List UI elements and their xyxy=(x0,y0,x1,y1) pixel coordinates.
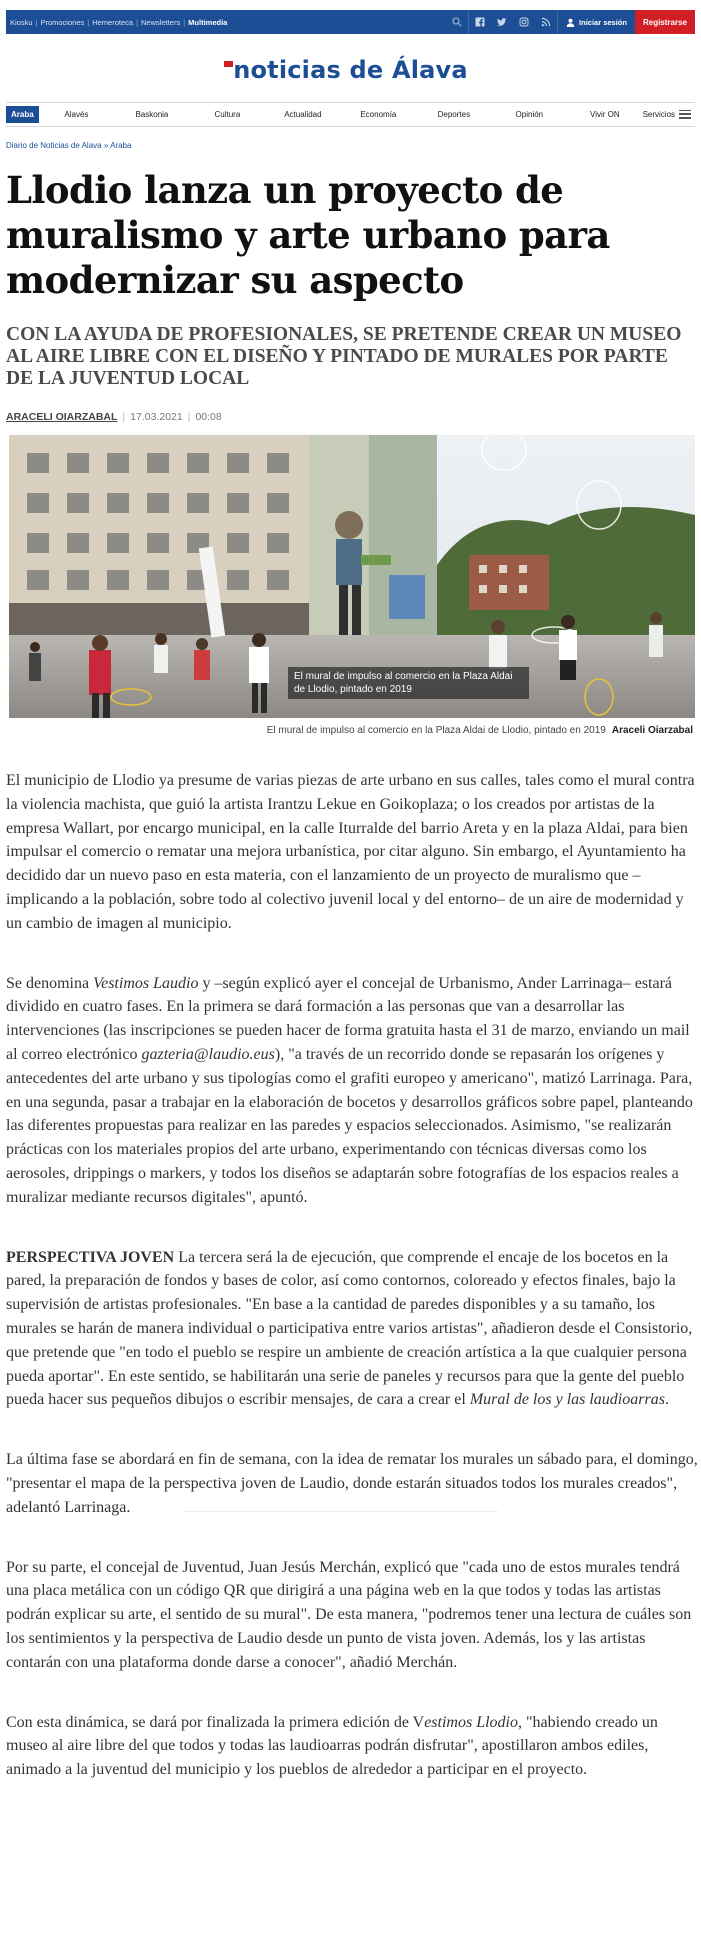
article-paragraph: La última fase se abordará en fin de semana, con la idea de rematar los murales un sábado para, el domingo, "presentar el mapa de la perspectiva joven de Laudio, donde estarán situados todos los murales creados", adelantó Larrinaga. xyxy=(6,1451,698,1516)
separator: | xyxy=(183,17,186,27)
section-lead: PERSPECTIVA JOVEN xyxy=(6,1248,175,1266)
divider xyxy=(183,1511,498,1512)
photo-overlay-caption: El mural de impulso al comercio en la Plaza Aldai de Llodio, pintado en 2019 xyxy=(288,667,529,699)
article-date: 17.03.2021 xyxy=(130,411,183,423)
nav-item-actualidad[interactable]: Actualidad xyxy=(284,109,322,119)
nav-divider xyxy=(6,126,695,127)
author-link[interactable]: ARACELI OIARZABAL xyxy=(6,411,118,423)
breadcrumb-separator: » xyxy=(103,141,109,150)
project-name: Vestimos Laudio xyxy=(93,974,199,992)
nav-services-button[interactable] xyxy=(643,110,695,119)
photo-credit: Araceli Oiarzabal xyxy=(611,725,693,736)
article-paragraph: Se denomina Vestimos Laudio y –según explicó ayer el concejal de Urbanismo, Ander Larrinaga– estará dividido en cuatro fases. En la primera se dará formación a las personas que van a desarrollar las intervenciones (las inscripciones se pueden hacer de forma gratuita hasta el 31 de marzo, enviando un mail al correo electrónico gazteria@laudio.eus), "a través de un recorrido donde se repasarán los orígenes y antecedentes del arte urbano y sus tipologías como el grafiti europeo y americano", matizó Larrinaga. Para, en una segunda, pasar a trabajar en la elaboración de bocetos y desarrollos gráficos sobre papel, planteando las diferentes propuestas para realizar en las paredes y espacios seleccionados. Asimismo, "se realizarán prácticas con los materiales propios del arte urbano, experimentando con técnicas diversas como los aerosoles, drippings o markers, y todos los diseños se adaptarán sobre fotografías de los espacios reales a muralizar mediante recursos digitales", apuntó. xyxy=(6,974,693,1206)
nav-item-alaves[interactable]: Alavés xyxy=(64,109,89,119)
nav-divider xyxy=(6,102,695,103)
breadcrumb xyxy=(6,141,131,150)
breadcrumb-home[interactable]: Diario de Noticias de Alava xyxy=(6,141,102,150)
search-icon[interactable] xyxy=(446,10,468,34)
login-button[interactable] xyxy=(558,10,635,34)
nav-services-label: Servicios xyxy=(642,109,676,119)
register-button[interactable]: Registrarse xyxy=(635,10,695,34)
separator: | xyxy=(136,17,139,27)
separator: | xyxy=(35,17,38,27)
top-icons xyxy=(446,10,695,34)
logo-accent xyxy=(224,61,233,67)
top-link-newsletters[interactable]: Newsletters xyxy=(141,17,181,27)
top-link-multimedia[interactable]: Multimedia xyxy=(188,17,228,27)
email-address: gazteria@laudio.eus xyxy=(141,1045,275,1063)
logo-text: noticias de Álava xyxy=(233,56,468,84)
nav-item-economia[interactable]: Economía xyxy=(360,109,397,119)
article-body xyxy=(6,769,698,1818)
twitter-icon[interactable] xyxy=(491,10,513,34)
nav-item-opinion[interactable]: Opinión xyxy=(515,109,544,119)
nav-item-cultura[interactable]: Cultura xyxy=(214,109,241,119)
top-link-promociones[interactable]: Promociones xyxy=(40,17,85,27)
breadcrumb-section[interactable]: Araba xyxy=(110,141,132,150)
photo-caption xyxy=(267,725,693,736)
top-link-hemeroteca[interactable]: Hemeroteca xyxy=(92,17,134,27)
site-logo[interactable] xyxy=(0,56,701,84)
separator: | xyxy=(122,411,126,423)
nav-item-baskonia[interactable]: Baskonia xyxy=(135,109,169,119)
instagram-icon[interactable] xyxy=(513,10,535,34)
nav-item-deportes[interactable]: Deportes xyxy=(437,109,471,119)
user-icon xyxy=(566,18,575,27)
separator: | xyxy=(87,17,90,27)
top-bar xyxy=(6,10,695,34)
top-links xyxy=(6,18,446,27)
article-title: Llodio lanza un proyecto de muralismo y arte urbano para modernizar su aspecto xyxy=(6,168,610,302)
facebook-icon[interactable] xyxy=(469,10,491,34)
top-link-kiosku[interactable]: Kiosku xyxy=(10,17,33,27)
article-paragraph: Por su parte, el concejal de Juventud, Juan Jesús Merchán, explicó que "cada uno de estos murales tendrá una placa metálica con un código QR que dirigirá a una página web en la que todos y todas las artistas podrán explicar su arte, el sentido de su mural". De esta manera, "podremos tener una lectura de cuáles son los sentimientos y la perspectiva de Laudio desde un punto de vista joven. Además, los y las artistas contarán con una plataforma donde darse a conocer", añadió Merchán. xyxy=(6,1558,692,1671)
article-photo[interactable] xyxy=(9,435,695,718)
photo-caption-text: El mural de impulso al comercio en la Plaza Aldai de Llodio, pintado en 2019 xyxy=(266,725,606,736)
mural-name: Mural de los y las laudioarras xyxy=(469,1391,665,1409)
separator: | xyxy=(187,411,191,423)
article-paragraph: Con esta dinámica, se dará por finalizada la primera edición de Vestimos Llodio, "habiendo creado un museo al aire libre del que todos y todas las laudioarras podrán disfrutar", apostillaron ambos ediles, animado a la juventud del municipio y los pueblos de alrededor a participar en el proyecto. xyxy=(6,1713,658,1779)
article-time: 00:08 xyxy=(195,411,222,423)
article-paragraph: El municipio de Llodio ya presume de varias piezas de arte urbano en sus calles, tales como el mural contra la violencia machista, que guió la artista Irantzu Lekue en Goikoplaza; o los creados por artistas de la empresa Wallart, por encargo municipal, en la calle Iturralde del barrio Areta y en la plaza Aldai, para bien impulsar el comercio o rematar una mejora urbanística, por citar alguno. Sin embargo, el Ayuntamiento ha decidido dar un nuevo paso en esta materia, con el lanzamiento de un proyecto de muralismo que –implicando a la población, sobre todo al colectivo juvenil local y del entorno– de un aire de modernidad y un cambio de imagen al municipio. xyxy=(6,772,695,932)
article-paragraph: PERSPECTIVA JOVEN La tercera será la de ejecución, que comprende el encaje de los bocetos en la pared, la preparación de fondos y bases de color, así como contornos, coloreado y efectos finales, bajo la supervisión de artistas profesionales. "En base a la cantidad de paredes disponibles y a su tamaño, los murales se harán de manera individual o participativa entre varios artistas", añadieron desde el Consistorio, que pretende que "en todo el pueblo se respire un ambiente de creación artística a la que cualquier persona pueda aportar". En este sentido, se habilitarán una serie de paneles y recursos para que la gente del pueblo pueda hacer sus pequeños dibujos o escribir mensajes, de cara a crear el Mural de los y las laudioarras. xyxy=(6,1248,693,1409)
login-label: Iniciar sesión xyxy=(579,17,627,27)
project-name: estimos Llodio xyxy=(424,1713,518,1731)
byline xyxy=(6,411,222,423)
nav-item-araba[interactable]: Araba xyxy=(6,106,39,123)
nav-item-vivir-on[interactable]: Vivir ON xyxy=(590,109,620,119)
menu-icon xyxy=(679,110,691,119)
article-subtitle: CON LA AYUDA DE PROFESIONALES, SE PRETENDE CREAR UN MUSEO AL AIRE LIBRE CON EL DISEÑO Y PINTADO DE MURALES POR PARTE DE LA JUVENTUD LOCAL xyxy=(6,324,682,389)
rss-icon[interactable] xyxy=(535,10,557,34)
main-nav xyxy=(6,104,695,124)
